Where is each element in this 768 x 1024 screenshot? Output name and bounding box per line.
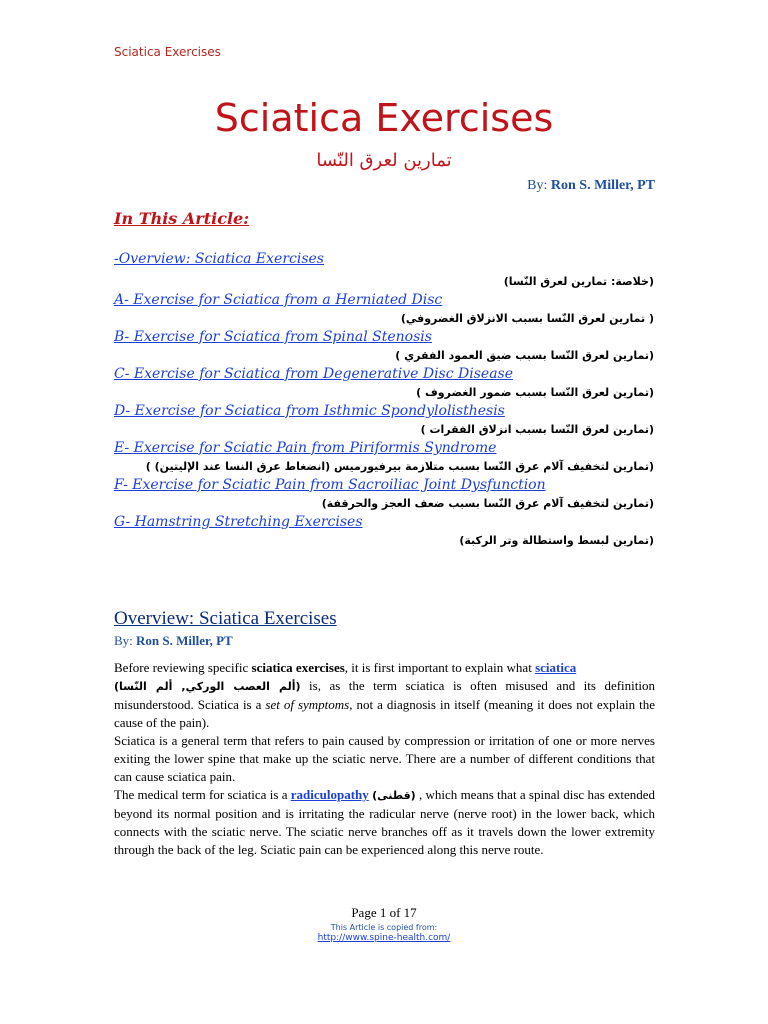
p1-text-1: Before reviewing specific: [114, 660, 252, 675]
p3-text-2: , which means that a spinal disc has extended beyond its normal position and is irritating the radicular nerve (nerve root) in the lower back, which connects with the sciatic nerve. The sciatic nerve branches off as it travels down the lower extremity through the back of the leg. Sciatic pain can be experienced along this nerve route.: [114, 787, 655, 857]
paragraph-2: Sciatica is a general term that refers to pain caused by compression or irritation of one or more nerves exiting the lower spine that make up the sciatic nerve. There are a number of different conditions that can cause sciatica pain.: [114, 733, 655, 784]
page-footer: [0, 905, 768, 943]
p1-italic-term: set of symptoms: [265, 697, 350, 712]
section-byline-label: By:: [114, 633, 133, 648]
toc-arabic-c: (تمارين لعرق النّسا بسبب ضمور الغضروف ): [416, 386, 654, 399]
p1-text-3: is, as the term sciatica is often misused and its definition misunderstood. Sciatica is a: [114, 678, 656, 712]
toc-arabic-a: ( تمارين لعرق النّسا بسبب الانزلاق الغضروفي): [400, 312, 654, 325]
radiculopathy-link[interactable]: radiculopathy: [290, 787, 369, 802]
arabic-title: تمارين لعرق النّسا: [316, 150, 452, 171]
paragraph-1: [114, 659, 655, 732]
byline-author: Ron S. Miller, PT: [550, 178, 655, 193]
toc-link-overview[interactable]: -Overview: Sciatica Exercises: [114, 251, 324, 267]
toc-link-e[interactable]: E- Exercise for Sciatic Pain from Piriformis Syndrome: [114, 440, 497, 456]
p3-text-1: The medical term for sciatica is a: [114, 787, 291, 802]
article-body: [114, 659, 655, 859]
toc-link-b[interactable]: B- Exercise for Sciatica from Spinal Stenosis: [114, 329, 432, 345]
section-title: Overview: Sciatica Exercises: [114, 608, 337, 629]
toc-link-a[interactable]: A- Exercise for Sciatica from a Herniated Disc: [114, 292, 443, 308]
section-byline: [114, 633, 233, 649]
paragraph-3: [114, 786, 655, 859]
p3-arabic-gloss: (قطنى): [372, 789, 416, 802]
source-url-link[interactable]: http://www.spine-health.com/: [317, 933, 451, 943]
toc-arabic-d: (تمارين لعرق النّسا بسبب انزلاق الفقرات ): [420, 423, 654, 436]
table-of-contents: [114, 249, 654, 549]
toc-link-g[interactable]: G- Hamstring Stretching Exercises: [114, 514, 363, 530]
toc-arabic-f: (تمارين لتخفيف آلام عرق النّسا بسبب ضعف العجز والحرقفة): [321, 497, 654, 510]
toc-arabic-b: (تمارين لعرق النّسا بسبب ضيق العمود الفقري ): [395, 349, 654, 362]
toc-arabic-e: (تمارين لتخفيف آلام عرق النّسا بسبب متلازمة بيرفيورميس (انضغاط عرق النسا عند الإليتين) ): [145, 460, 654, 473]
sciatica-link[interactable]: sciatica: [535, 660, 577, 675]
p1-bold-term: sciatica exercises: [251, 660, 345, 675]
toc-link-d[interactable]: D- Exercise for Sciatica from Isthmic Spondylolisthesis: [114, 403, 505, 419]
byline: [527, 178, 655, 194]
page-number: Page 1 of 17: [351, 905, 417, 920]
page-title: Sciatica Exercises: [214, 96, 554, 140]
toc-link-f[interactable]: F- Exercise for Sciatic Pain from Sacroiliac Joint Dysfunction: [114, 477, 546, 493]
toc-arabic-overview: (خلاصة: تمارين لعرق النّسا): [503, 275, 654, 288]
byline-label: By:: [527, 178, 548, 193]
toc-arabic-g: (تمارين لبسط واستطالة وتر الركبة): [459, 534, 654, 547]
section-byline-author: Ron S. Miller, PT: [136, 633, 233, 648]
running-header: Sciatica Exercises: [114, 45, 221, 59]
p1-arabic-gloss: (ألم العصب الوركي, ألم النّسا): [114, 680, 301, 693]
p1-text-2: , it is first important to explain what: [344, 660, 536, 675]
toc-link-c[interactable]: C- Exercise for Sciatica from Degenerative Disc Disease: [114, 366, 514, 382]
toc-heading: In This Article:: [114, 209, 250, 228]
copied-from-note: This Article is copied from:: [330, 923, 438, 932]
p1-text-4: , not a diagnosis in itself (meaning it does not explain the cause of the pain).: [114, 697, 655, 730]
